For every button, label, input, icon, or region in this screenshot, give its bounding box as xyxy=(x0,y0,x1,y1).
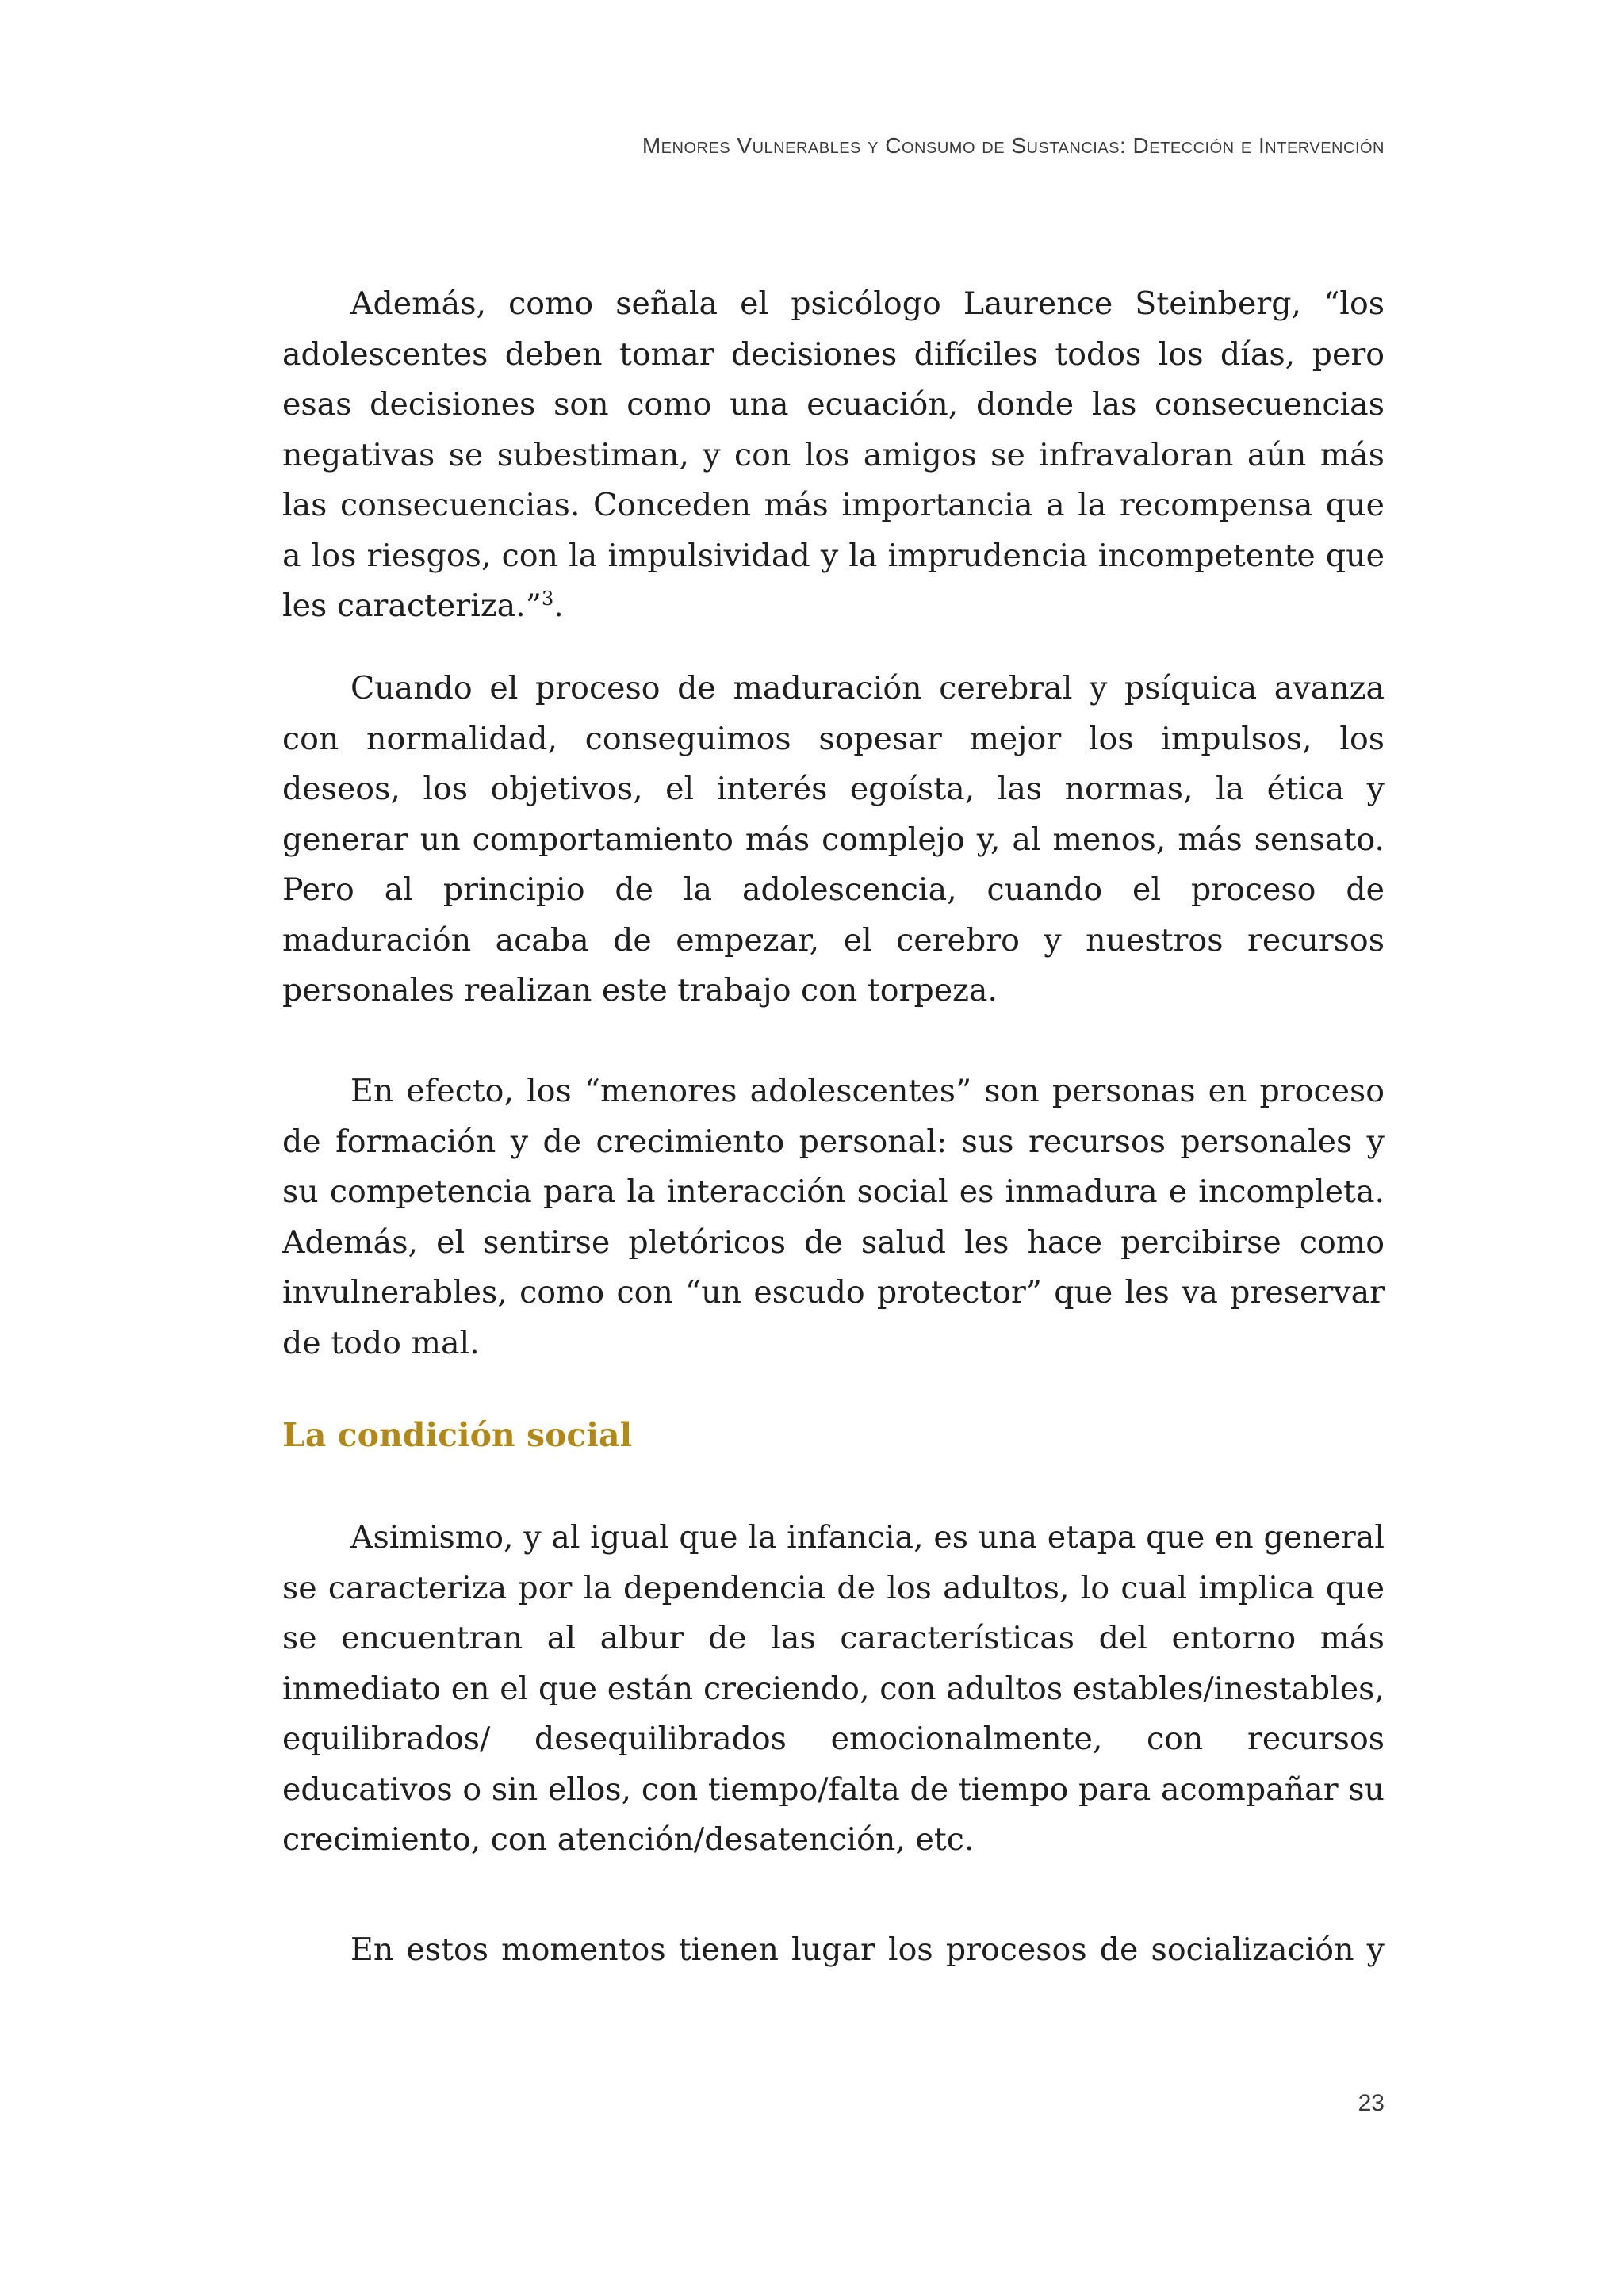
paragraph xyxy=(282,1066,1385,1369)
paragraph xyxy=(282,279,1385,632)
paragraph-tail: . xyxy=(553,588,564,624)
paragraph xyxy=(282,664,1385,1016)
paragraph-text: Además, como señala el psicólogo Laurence Steinberg, “los adolescentes deben tomar decisiones difíciles todos los días, pero esas decisiones son como una ecuación, donde las consecuencias negativas se subestiman, y con los amigos se infravaloran aún más las consecuencias. Conceden más importancia a la recompensa que a los riesgos, con la impulsividad y la imprudencia incompetente que les caracteriza.” xyxy=(282,285,1385,624)
paragraph xyxy=(282,1925,1385,1976)
paragraph-text: En estos momentos tienen lugar los procesos de socialización y xyxy=(350,1931,1385,1968)
paragraph-text: Cuando el proceso de maduración cerebral y psíquica avanza con normalidad, conseguimos sopesar mejor los impulsos, los deseos, los objetivos, el interés egoísta, las normas, la ética y generar un comportamiento más complejo y, al menos, más sensato. Pero al principio de la adolescencia, cuando el proceso de maduración acaba de empezar, el cerebro y nuestros recursos personales realizan este trabajo con torpeza. xyxy=(282,670,1385,1009)
running-header: Menores Vulnerables y Consumo de Sustancias: Detección e Intervención xyxy=(642,133,1385,158)
paragraph-text: En efecto, los “menores adolescentes” son personas en proceso de formación y de crecimiento personal: sus recursos personales y su competencia para la interacción social es inmadura e incompleta. Además, el sentirse pletóricos de salud les hace percibirse como invulnerables, como con “un escudo protector” que les va preservar de todo mal. xyxy=(282,1073,1385,1361)
page-number: 23 xyxy=(1358,2090,1385,2116)
paragraph-text: Asimismo, y al igual que la infancia, es una etapa que en general se caracteriza por la dependencia de los adultos, lo cual implica que se encuentran al albur de las características del entorno más inmediato en el que están creciendo, con adultos estables/inestables, equilibrados/ desequilibrados emocionalmente, con recursos educativos o sin ellos, con tiempo/falta de tiempo para acompañar su crecimiento, con atención/desatención, etc. xyxy=(282,1519,1385,1858)
paragraph xyxy=(282,1513,1385,1866)
section-heading: La condición social xyxy=(282,1416,633,1454)
footnote-reference[interactable]: 3 xyxy=(541,587,554,610)
